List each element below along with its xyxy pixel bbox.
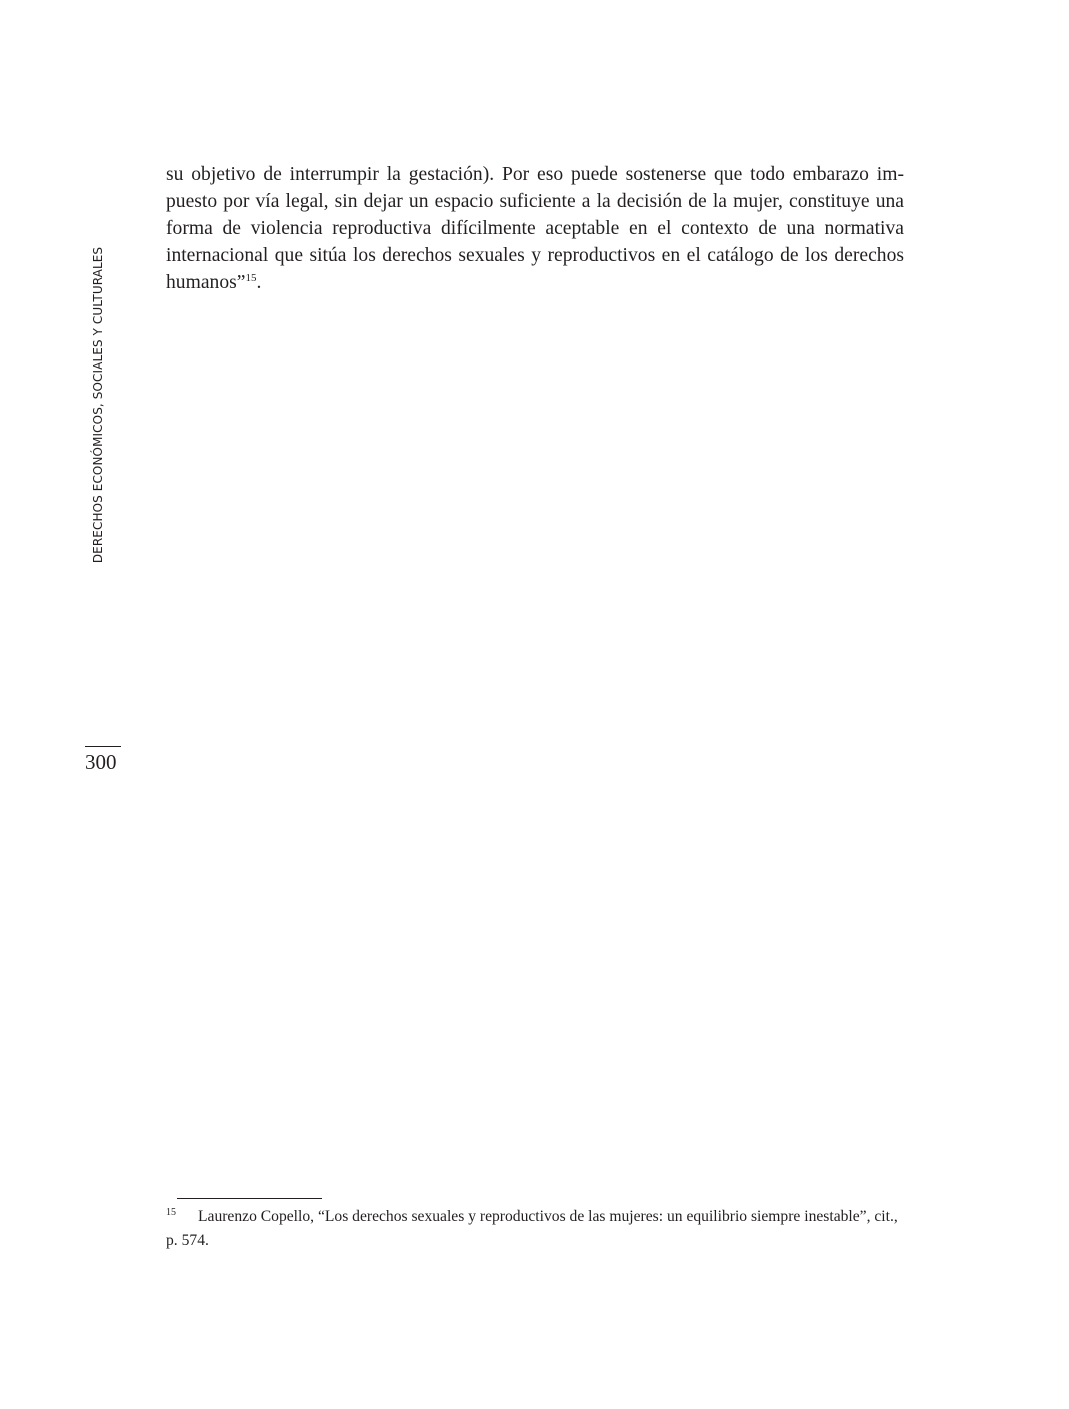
footnote-text: Laurenzo Copello, “Los derechos sexuales y reproductivos de las mujeres: un equilibrio siempre inestable”, cit., p. 574. <box>166 1208 898 1249</box>
footnote-separator <box>177 1198 322 1199</box>
body-line: su objetivo de interrumpir la gestación). Por eso puede sostenerse que todo embarazo im- <box>166 164 904 185</box>
body-last-line-text: humanos” <box>166 272 246 293</box>
footnote-reference[interactable]: 15 <box>245 272 257 284</box>
body-line: internacional que sitúa los derechos sexuales y reproductivos en el catálogo de los derechos <box>166 245 904 266</box>
page-number-rule <box>85 746 121 747</box>
page-number: 300 <box>85 750 117 774</box>
body-line: forma de violencia reproductiva difícilmente aceptable en el contexto de una normativa <box>166 218 904 239</box>
body-paragraph <box>166 161 904 296</box>
footnote: 15 Laurenzo Copello, “Los derechos sexuales y reproductivos de las mujeres: un equilibrio siempre inestable”, cit., p. 574. <box>166 1207 898 1249</box>
running-title: DERECHOS ECONÓMICOS, SOCIALES Y CULTURALES <box>91 246 105 564</box>
body-last-line <box>166 269 904 296</box>
body-line: puesto por vía legal, sin dejar un espacio suficiente a la decisión de la mujer, constituye una <box>166 191 904 212</box>
body-last-line-end: . <box>256 272 262 293</box>
